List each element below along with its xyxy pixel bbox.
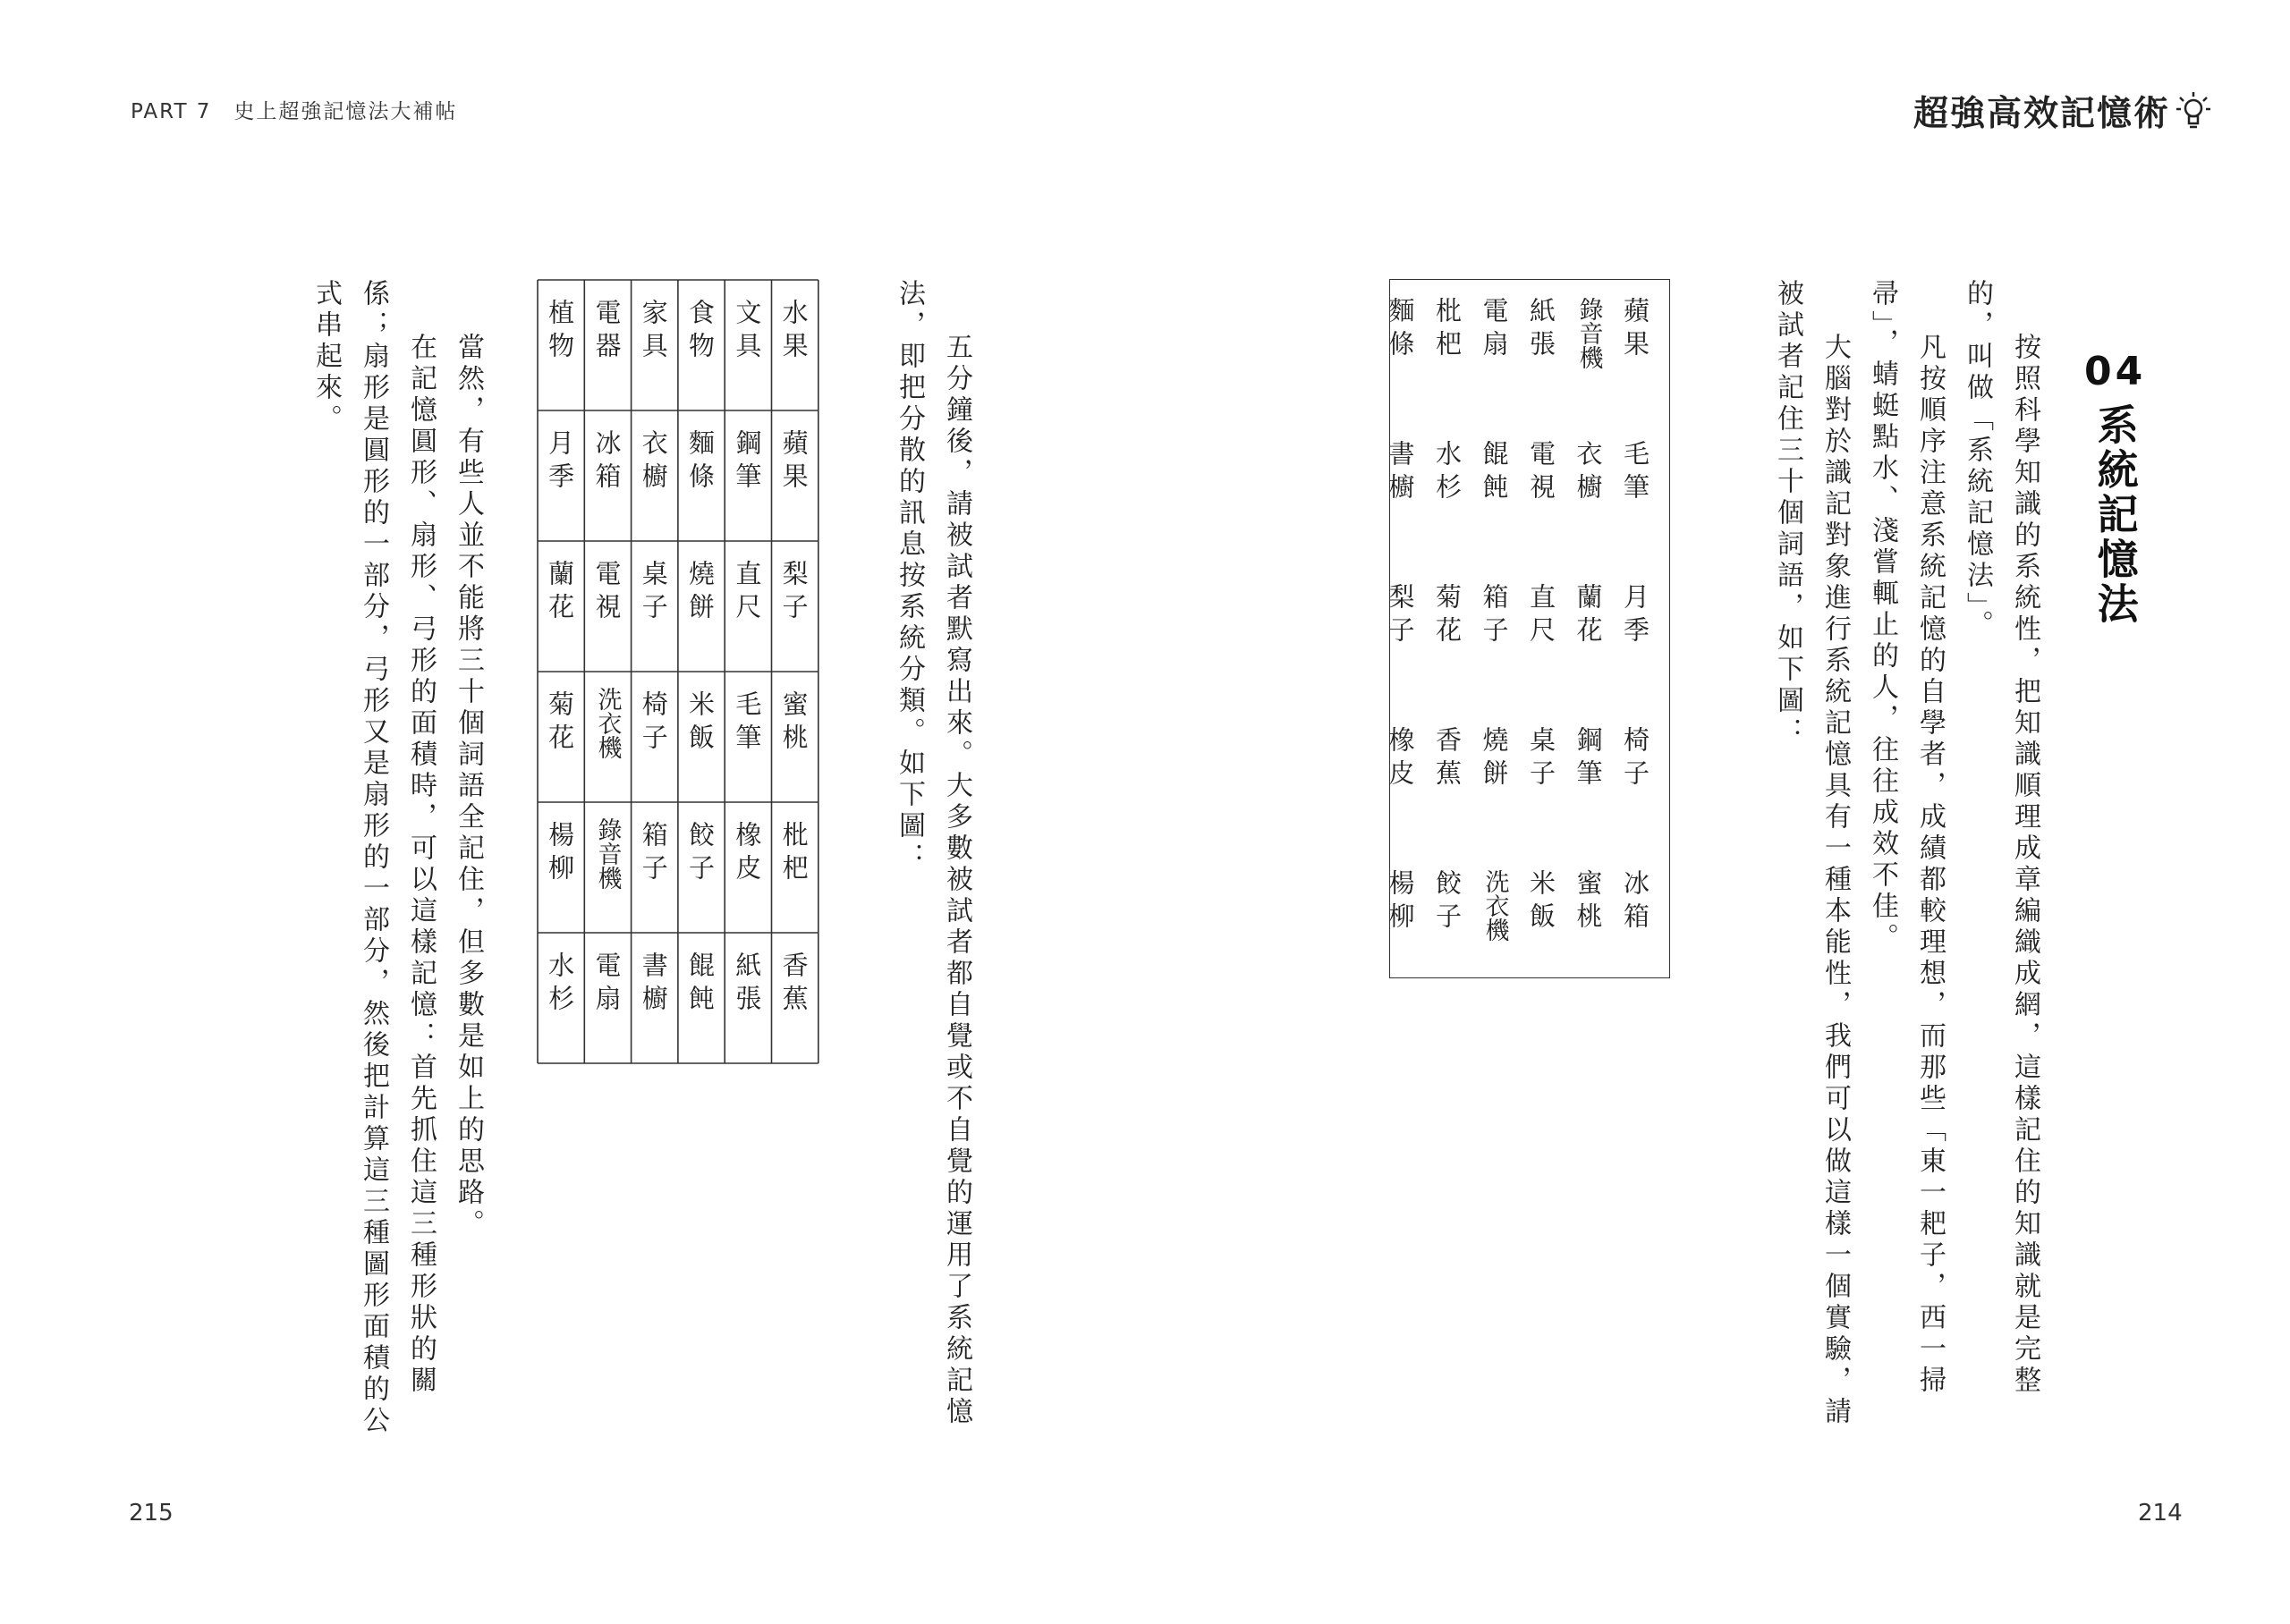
table-cell: 毛筆 [732, 690, 763, 757]
table-cell: 文具 [732, 299, 763, 365]
word-item: 餛飩 [1479, 440, 1510, 506]
table-cell: 箱子 [638, 821, 669, 887]
table-cell: 桌子 [638, 560, 669, 626]
paragraph: 按照科學知識的系統性，把知識順理成章編織成網，這樣記住的知識就是完整的，叫做「系統記憶法」。 [1962, 279, 2040, 1397]
word-item: 香蕉 [1432, 726, 1463, 792]
word-item: 蘭花 [1573, 583, 1604, 649]
word-item: 洗衣機 [1480, 869, 1509, 942]
word-item: 水杉 [1432, 440, 1463, 506]
table-cell: 楊柳 [545, 821, 576, 887]
word-item: 米飯 [1526, 869, 1556, 935]
word-item: 冰箱 [1620, 869, 1650, 935]
category-table-grid [537, 279, 821, 1066]
table-cell: 米飯 [685, 690, 717, 757]
word-item: 電扇 [1479, 297, 1510, 363]
table-cell: 紙張 [732, 952, 763, 1018]
section-number: 04 [2084, 349, 2147, 394]
right-page-body [1744, 279, 2048, 1442]
word-item: 枇杷 [1432, 297, 1463, 363]
table-cell: 電視 [591, 560, 623, 626]
word-item: 椅子 [1620, 726, 1650, 792]
table-cell: 餛飩 [685, 952, 717, 1018]
table-cell: 蜜桃 [778, 690, 810, 757]
page-number-right: 214 [2138, 1500, 2183, 1527]
section-title: 系統記憶法 [2091, 403, 2140, 627]
word-item: 電視 [1526, 440, 1556, 506]
table-cell: 植物 [545, 299, 576, 365]
running-header-left: PART 7 史上超強記憶法大補帖 [131, 100, 458, 123]
table-cell: 電器 [591, 299, 623, 365]
word-item: 麵條 [1385, 297, 1416, 363]
table-cell: 橡皮 [732, 821, 763, 887]
page-number-left: 215 [129, 1500, 174, 1527]
table-cell: 書櫥 [638, 952, 669, 1018]
table-cell: 水杉 [545, 952, 576, 1018]
table-cell: 洗衣機 [593, 687, 622, 759]
paragraph: 大腦對於識記對象進行系統記憶具有一種本能性，我們可以做這樣一個實驗，請被試者記住三十個詞語，如下圖： [1772, 279, 1851, 1428]
table-cell: 梨子 [778, 560, 810, 626]
table-cell: 菊花 [545, 690, 576, 757]
table-cell: 月季 [545, 429, 576, 495]
paragraph: 凡按順序注意系統記憶的自學者，成績都較理想，而那些「東一耙子，西一掃帚」，蜻蜓點水、淺嘗輒止的人，往往成效不佳。 [1867, 279, 1946, 1397]
word-item: 錄音機 [1574, 297, 1603, 369]
table-cell: 麵條 [685, 429, 717, 495]
word-item: 紙張 [1526, 297, 1556, 363]
left-page-intro [873, 279, 980, 1442]
word-item: 蘋果 [1620, 297, 1650, 363]
table-cell: 椅子 [638, 690, 669, 757]
table-cell: 食物 [685, 299, 717, 365]
table-cell: 蘋果 [778, 429, 810, 495]
word-item: 梨子 [1385, 583, 1416, 649]
word-item: 橡皮 [1385, 726, 1416, 792]
table-cell: 枇杷 [778, 821, 810, 887]
word-item: 菊花 [1432, 583, 1463, 649]
word-item: 楊柳 [1385, 869, 1416, 935]
table-cell: 餃子 [685, 821, 717, 887]
table-cell: 電扇 [591, 952, 623, 1018]
word-item: 桌子 [1526, 726, 1556, 792]
paragraph: 五分鐘後，請被試者默寫出來。大多數被試者都自覺或不自覺的運用了系統記憶法，即把分散的訊息按系統分類。如下圖： [894, 279, 972, 1428]
table-cell: 香蕉 [778, 952, 810, 1018]
word-item: 鋼筆 [1573, 726, 1604, 792]
table-cell: 錄音機 [593, 817, 622, 890]
word-item: 月季 [1620, 583, 1650, 649]
table-cell: 直尺 [732, 560, 763, 626]
book-title: 超強高效記憶術 [1913, 94, 2171, 134]
table-cell: 衣櫥 [638, 429, 669, 495]
word-item: 毛筆 [1620, 440, 1650, 506]
word-item: 餃子 [1432, 869, 1463, 935]
section-heading [2084, 349, 2146, 627]
word-item: 直尺 [1526, 583, 1556, 649]
paragraph: 在記憶圓形、扇形、弓形的面積時，可以這樣記憶：首先抓住這三種形狀的關係；扇形是圓形的一部分，弓形又是扇形的一部分，然後把計算這三種圖形面積的公式串起來。 [310, 279, 437, 1437]
table-cell: 冰箱 [591, 429, 623, 495]
table-cell: 燒餅 [685, 560, 717, 626]
word-item: 燒餅 [1479, 726, 1510, 792]
paragraph: 當然，有些人並不能將三十個詞語全記住，但多數是如上的思路。 [453, 333, 484, 1240]
left-page-body [197, 279, 492, 1442]
table-cell: 鋼筆 [732, 429, 763, 495]
word-item: 蜜桃 [1573, 869, 1604, 935]
table-cell: 蘭花 [545, 560, 576, 626]
table-cell: 家具 [638, 299, 669, 365]
word-item: 衣櫥 [1573, 440, 1604, 506]
word-item: 書櫥 [1385, 440, 1416, 506]
lightbulb-icon [2176, 90, 2211, 131]
table-cell: 水果 [778, 299, 810, 365]
word-item: 箱子 [1479, 583, 1510, 649]
running-header-right [1913, 86, 2211, 136]
